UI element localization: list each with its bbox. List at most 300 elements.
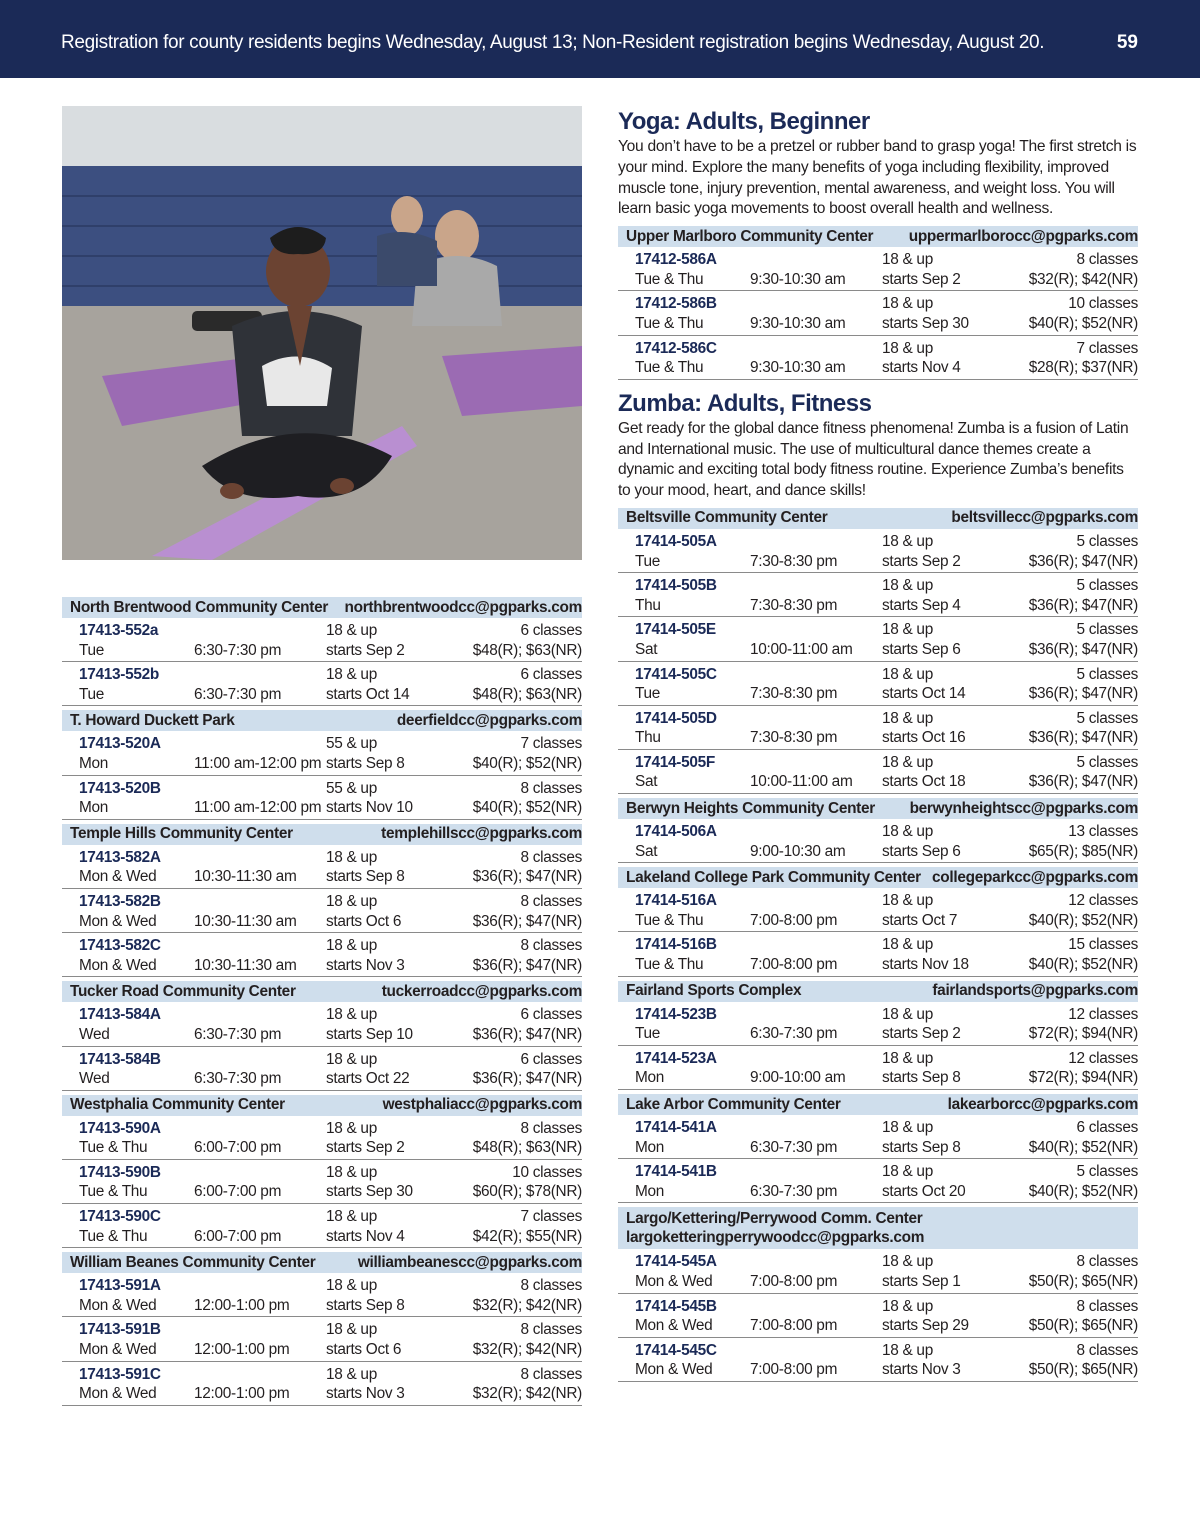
start-date: starts Nov 4: [882, 359, 961, 377]
meeting-time: 7:00-8:00 pm: [750, 956, 838, 974]
class-count: 15 classes: [1068, 936, 1138, 954]
class-row: [618, 336, 1138, 380]
class-count: 6 classes: [520, 622, 582, 639]
age-group: 18 & up: [326, 848, 377, 866]
fee: $65(R); $85(NR): [1028, 842, 1138, 860]
meeting-days: Tue: [635, 552, 661, 570]
meeting-time: 7:30-8:30 pm: [750, 685, 838, 703]
meeting-time: 6:00-7:00 pm: [194, 1227, 282, 1245]
row-time: [194, 1163, 326, 1202]
meeting-time: 7:30-8:30 pm: [750, 729, 838, 747]
center-section: [62, 597, 582, 706]
row-details: [882, 1297, 1138, 1336]
row-code-days: [79, 848, 194, 887]
meeting-time: 10:30-11:30 am: [194, 956, 297, 974]
row-code-days: [79, 1119, 194, 1158]
meeting-time: 9:30-10:30 am: [750, 359, 846, 377]
row-details: [326, 848, 582, 887]
class-row: [618, 706, 1138, 750]
class-row: [618, 247, 1138, 291]
row-code-days: [635, 1252, 750, 1291]
course-code: 17413-552a: [79, 622, 159, 639]
fee: $72(R); $94(NR): [1028, 1069, 1138, 1087]
meeting-days: Mon & Wed: [79, 1341, 157, 1359]
class-row: [62, 1204, 582, 1248]
row-details: [882, 1162, 1138, 1201]
age-group: 18 & up: [882, 339, 933, 357]
class-count: 6 classes: [520, 1006, 582, 1024]
fee: $50(R); $65(NR): [1028, 1361, 1138, 1379]
class-row: [62, 1273, 582, 1317]
zumba-schedule: [618, 508, 1138, 1382]
course-code: 17414-541A: [635, 1119, 717, 1136]
meeting-time: 6:30-7:30 pm: [194, 641, 282, 659]
zumba-title: Zumba: Adults, Fitness: [618, 389, 872, 417]
start-date: starts Oct 14: [326, 685, 410, 703]
class-count: 8 classes: [1076, 1253, 1138, 1271]
fee: $40(R); $52(NR): [472, 799, 582, 817]
row-details: [326, 779, 582, 818]
class-count: 5 classes: [1076, 577, 1138, 595]
meeting-days: Thu: [635, 596, 661, 614]
meeting-days: Tue & Thu: [79, 1139, 148, 1157]
center-section: [618, 981, 1138, 1090]
course-code: 17414-506A: [635, 823, 717, 841]
course-code: 17414-545A: [635, 1253, 717, 1271]
center-section: [618, 508, 1138, 794]
fee: $36(R); $47(NR): [472, 1025, 582, 1043]
center-header: [618, 1094, 1138, 1115]
class-count: 5 classes: [1076, 532, 1138, 550]
row-code-days: [635, 1005, 750, 1044]
class-count: 8 classes: [520, 1119, 582, 1137]
center-email[interactable]: fairlandsports@pgparks.com: [932, 982, 1138, 1000]
age-group: 18 & up: [326, 1208, 377, 1226]
meeting-days: Mon & Wed: [635, 1317, 713, 1335]
center-header: [62, 597, 582, 618]
age-group: 18 & up: [326, 1365, 377, 1383]
age-group: 18 & up: [882, 709, 933, 727]
row-details: [882, 891, 1138, 930]
center-name: Beltsville Community Center: [626, 509, 828, 527]
start-date: starts Sep 8: [882, 1138, 961, 1156]
center-email[interactable]: uppermarlborocc@pgparks.com: [908, 227, 1138, 245]
age-group: 18 & up: [882, 1005, 933, 1023]
course-code: 17413-520B: [79, 779, 161, 797]
start-date: starts Oct 14: [882, 685, 966, 703]
course-code: 17413-520A: [79, 735, 161, 753]
fee: $32(R); $42(NR): [472, 1385, 582, 1403]
class-count: 7 classes: [1076, 339, 1138, 357]
meeting-days: Sat: [635, 773, 658, 791]
age-group: 18 & up: [882, 753, 933, 771]
center-section: [62, 1095, 582, 1249]
row-details: [326, 621, 582, 660]
row-time: [194, 1050, 326, 1089]
fee: $40(R); $52(NR): [1028, 1182, 1138, 1200]
meeting-days: Tue & Thu: [635, 359, 704, 377]
row-time: [750, 1005, 882, 1044]
row-details: [326, 1207, 582, 1246]
course-code: 17412-586B: [635, 295, 717, 313]
row-details: [326, 1276, 582, 1315]
row-details: [326, 1005, 582, 1044]
class-row: [618, 1002, 1138, 1046]
fee: $36(R); $47(NR): [1028, 773, 1138, 791]
meeting-days: Tue: [79, 641, 105, 659]
fee: $40(R); $52(NR): [1028, 1138, 1138, 1156]
row-code-days: [635, 665, 750, 704]
row-time: [750, 250, 882, 289]
age-group: 18 & up: [882, 665, 933, 683]
start-date: starts Oct 18: [882, 773, 966, 791]
meeting-days: Mon & Wed: [79, 1385, 157, 1403]
start-date: starts Oct 7: [882, 911, 958, 929]
row-code-days: [635, 1341, 750, 1380]
meeting-time: 6:30-7:30 pm: [750, 1138, 838, 1156]
center-email[interactable]: largoketteringperrywoodcc@pgparks.com: [626, 1229, 925, 1247]
class-row: [618, 1294, 1138, 1338]
fee: $32(R); $42(NR): [1028, 270, 1138, 288]
fee: $48(R); $63(NR): [472, 685, 582, 703]
row-time: [750, 822, 882, 861]
row-code-days: [79, 621, 194, 660]
center-header: [618, 1207, 1138, 1249]
center-section: [62, 981, 582, 1090]
class-row: [618, 1249, 1138, 1293]
course-code: 17413-582B: [79, 892, 161, 910]
fee: $32(R); $42(NR): [472, 1341, 582, 1359]
row-time: [750, 1049, 882, 1088]
meeting-time: 7:00-8:00 pm: [750, 911, 838, 929]
meeting-days: Mon & Wed: [635, 1361, 713, 1379]
row-code-days: [635, 532, 750, 571]
start-date: starts Sep 2: [882, 270, 961, 288]
center-name: Temple Hills Community Center: [70, 825, 293, 843]
course-code: 17413-591A: [79, 1277, 161, 1295]
course-code: 17414-505D: [635, 709, 717, 727]
row-code-days: [79, 1163, 194, 1202]
row-details: [882, 753, 1138, 792]
meeting-time: 11:00 am-12:00 pm: [194, 754, 322, 772]
center-section: [618, 226, 1138, 380]
class-count: 12 classes: [1068, 1005, 1138, 1023]
start-date: starts Nov 4: [326, 1227, 405, 1245]
class-row: [618, 573, 1138, 617]
class-row: [62, 618, 582, 662]
start-date: starts Sep 8: [326, 1296, 405, 1314]
start-date: starts Sep 2: [882, 1025, 961, 1043]
fee: $36(R); $47(NR): [1028, 552, 1138, 570]
yoga-schedule: [618, 226, 1138, 380]
header-banner: [0, 0, 1200, 78]
course-code: 17413-584B: [79, 1050, 161, 1068]
row-time: [194, 665, 326, 704]
meeting-time: 7:00-8:00 pm: [750, 1317, 838, 1335]
left-column: [62, 594, 582, 1410]
row-time: [194, 1005, 326, 1044]
row-time: [750, 753, 882, 792]
center-header: [618, 867, 1138, 888]
meeting-time: 6:00-7:00 pm: [194, 1139, 282, 1157]
row-time: [750, 1252, 882, 1291]
fee: $36(R); $47(NR): [472, 956, 582, 974]
meeting-days: Mon & Wed: [79, 868, 157, 886]
course-code: 17412-586C: [635, 339, 717, 357]
fee: $36(R); $47(NR): [1028, 685, 1138, 703]
age-group: 18 & up: [326, 622, 377, 639]
meeting-days: Wed: [79, 1070, 110, 1088]
class-count: 8 classes: [520, 937, 582, 955]
row-time: [750, 620, 882, 659]
center-email[interactable]: williambeanescc@pgparks.com: [357, 1253, 582, 1271]
row-time: [750, 576, 882, 615]
row-code-days: [79, 892, 194, 931]
class-row: [62, 1047, 582, 1091]
row-code-days: [635, 250, 750, 289]
row-time: [750, 1118, 882, 1157]
row-time: [194, 1119, 326, 1158]
row-code-days: [79, 734, 194, 773]
center-name: Tucker Road Community Center: [70, 982, 296, 1000]
center-section: [618, 798, 1138, 863]
start-date: starts Oct 22: [326, 1070, 410, 1088]
class-row: [62, 662, 582, 706]
meeting-time: 12:00-1:00 pm: [194, 1385, 290, 1403]
meeting-days: Tue & Thu: [635, 956, 704, 974]
row-code-days: [635, 1162, 750, 1201]
center-header: [62, 710, 582, 731]
row-code-days: [635, 576, 750, 615]
row-code-days: [79, 1320, 194, 1359]
row-code-days: [79, 1276, 194, 1315]
row-details: [326, 1365, 582, 1404]
start-date: starts Sep 8: [326, 754, 405, 772]
meeting-time: 10:30-11:30 am: [194, 868, 297, 886]
row-details: [326, 665, 582, 704]
yoga-adults-beginner: [618, 108, 1138, 380]
age-group: 18 & up: [326, 937, 377, 955]
yoga-class-photo: [62, 106, 582, 560]
yoga-title: Yoga: Adults, Beginner: [618, 108, 870, 135]
course-code: 17412-586A: [635, 251, 717, 269]
row-time: [750, 1297, 882, 1336]
start-date: starts Sep 6: [882, 842, 961, 860]
fee: $36(R); $47(NR): [472, 868, 582, 886]
class-count: 8 classes: [520, 1277, 582, 1295]
center-email[interactable]: beltsvillecc@pgparks.com: [951, 509, 1138, 527]
center-section: [62, 710, 582, 819]
meeting-time: 6:30-7:30 pm: [194, 1070, 282, 1088]
meeting-days: Mon: [79, 754, 109, 772]
class-row: [618, 750, 1138, 794]
start-date: starts Sep 2: [882, 552, 961, 570]
class-count: 8 classes: [520, 1365, 582, 1383]
row-details: [882, 1049, 1138, 1088]
fee: $48(R); $63(NR): [472, 641, 582, 659]
center-name: Fairland Sports Complex: [626, 982, 802, 1000]
fee: $72(R); $94(NR): [1028, 1025, 1138, 1043]
class-row: [62, 933, 582, 977]
zumba-adults-fitness: [618, 390, 1138, 1382]
row-details: [326, 1119, 582, 1158]
start-date: starts Sep 10: [326, 1025, 413, 1043]
course-code: 17413-590B: [79, 1163, 161, 1181]
meeting-days: Wed: [79, 1025, 110, 1043]
class-count: 7 classes: [520, 1208, 582, 1226]
age-group: 55 & up: [326, 779, 377, 797]
age-group: 55 & up: [326, 735, 377, 753]
class-row: [618, 291, 1138, 335]
yoga-photo-illustration: [62, 106, 582, 560]
row-details: [326, 1320, 582, 1359]
row-details: [882, 665, 1138, 704]
course-code: 17414-523A: [635, 1049, 717, 1067]
center-name: Upper Marlboro Community Center: [626, 227, 874, 245]
row-code-days: [79, 1365, 194, 1404]
fee: $36(R); $47(NR): [1028, 640, 1138, 658]
start-date: starts Oct 20: [882, 1182, 966, 1200]
row-code-days: [635, 1118, 750, 1157]
course-code: 17413-552b: [79, 666, 160, 684]
age-group: 18 & up: [882, 1119, 933, 1136]
start-date: starts Oct 6: [326, 912, 402, 930]
center-email[interactable]: templehillscc@pgparks.com: [381, 825, 582, 843]
course-code: 17413-591C: [79, 1365, 161, 1383]
meeting-days: Mon: [79, 799, 109, 817]
center-email[interactable]: berwynheightscc@pgparks.com: [909, 799, 1138, 817]
class-row: [62, 845, 582, 889]
center-email[interactable]: deerfieldcc@pgparks.com: [396, 711, 582, 729]
row-time: [194, 848, 326, 887]
row-code-days: [635, 339, 750, 378]
center-email[interactable]: northbrentwoodcc@pgparks.com: [344, 598, 582, 616]
row-code-days: [79, 936, 194, 975]
meeting-days: Sat: [635, 640, 658, 658]
age-group: 18 & up: [882, 1049, 933, 1067]
center-name: William Beanes Community Center: [70, 1253, 316, 1271]
row-code-days: [79, 1207, 194, 1246]
start-date: starts Sep 1: [882, 1272, 961, 1290]
class-count: 10 classes: [512, 1163, 582, 1181]
meeting-days: Tue & Thu: [635, 911, 704, 929]
fee: $48(R); $63(NR): [472, 1139, 582, 1157]
row-time: [194, 892, 326, 931]
row-code-days: [635, 891, 750, 930]
row-code-days: [635, 822, 750, 861]
row-details: [882, 1118, 1138, 1157]
meeting-time: 6:30-7:30 pm: [750, 1182, 838, 1200]
center-email[interactable]: tuckerroadcc@pgparks.com: [381, 982, 582, 1000]
age-group: 18 & up: [882, 577, 933, 595]
class-count: 10 classes: [1068, 295, 1138, 313]
center-section: [618, 867, 1138, 976]
center-email[interactable]: westphaliacc@pgparks.com: [382, 1096, 582, 1114]
start-date: starts Oct 6: [326, 1341, 402, 1359]
meeting-days: Tue & Thu: [635, 314, 704, 332]
age-group: 18 & up: [326, 892, 377, 910]
row-details: [882, 250, 1138, 289]
center-name: Lake Arbor Community Center: [626, 1095, 841, 1113]
center-name: Westphalia Community Center: [70, 1096, 285, 1114]
meeting-time: 6:00-7:00 pm: [194, 1183, 282, 1201]
center-email[interactable]: collegeparkcc@pgparks.com: [932, 868, 1138, 886]
meeting-time: 9:00-10:30 am: [750, 842, 846, 860]
row-details: [882, 339, 1138, 378]
row-time: [750, 665, 882, 704]
class-row: [62, 1362, 582, 1406]
course-code: 17413-590A: [79, 1119, 161, 1137]
row-code-days: [79, 1050, 194, 1089]
class-row: [618, 617, 1138, 661]
class-row: [618, 1338, 1138, 1382]
fee: $36(R); $47(NR): [1028, 596, 1138, 614]
zumba-description: Get ready for the global dance fitness phenomena! Zumba is a fusion of Latin and International music. The use of multicultural dance themes create a dynamic and exciting total body fitness routine. Experience Zumba’s benefits to your mood, heart, and dance skills!: [618, 419, 1129, 500]
class-row: [62, 889, 582, 933]
class-count: 8 classes: [520, 779, 582, 797]
course-code: 17414-505B: [635, 577, 717, 595]
class-count: 8 classes: [1076, 1297, 1138, 1315]
age-group: 18 & up: [882, 936, 933, 954]
center-header: [618, 508, 1138, 529]
center-section: [618, 1207, 1138, 1382]
fee: $36(R); $47(NR): [472, 1070, 582, 1088]
center-name: North Brentwood Community Center: [70, 598, 329, 616]
fee: $40(R); $52(NR): [472, 754, 582, 772]
meeting-time: 10:30-11:30 am: [194, 912, 297, 930]
center-email[interactable]: lakearborcc@pgparks.com: [947, 1095, 1138, 1113]
meeting-time: 7:00-8:00 pm: [750, 1361, 838, 1379]
class-count: 5 classes: [1076, 1163, 1138, 1181]
start-date: starts Nov 3: [882, 1361, 961, 1379]
class-count: 5 classes: [1076, 753, 1138, 771]
center-header: [618, 798, 1138, 819]
start-date: starts Sep 29: [882, 1317, 969, 1335]
meeting-time: 7:00-8:00 pm: [750, 1272, 838, 1290]
center-name: Berwyn Heights Community Center: [626, 799, 875, 817]
course-code: 17414-505E: [635, 621, 716, 639]
row-time: [750, 532, 882, 571]
row-code-days: [79, 1005, 194, 1044]
yoga-description: You don’t have to be a pretzel or rubber band to grasp yoga! The first stretch is your mind. Explore the many benefits of yoga including flexibility, improved muscle tone, injury prevention, mental awareness, and weight loss. You will learn basic yoga movements to boost overall health and wellness.: [618, 138, 1137, 218]
start-date: starts Sep 8: [882, 1069, 961, 1087]
class-row: [62, 1160, 582, 1204]
meeting-days: Tue & Thu: [635, 270, 704, 288]
row-code-days: [635, 1049, 750, 1088]
age-group: 18 & up: [882, 532, 933, 550]
course-code: 17413-590C: [79, 1208, 161, 1226]
class-count: 8 classes: [1076, 251, 1138, 269]
row-time: [750, 935, 882, 974]
meeting-days: Mon: [635, 1069, 665, 1087]
row-time: [750, 1162, 882, 1201]
row-details: [882, 620, 1138, 659]
meeting-time: 9:00-10:00 am: [750, 1069, 846, 1087]
start-date: starts Sep 2: [326, 641, 405, 659]
row-details: [882, 576, 1138, 615]
start-date: starts Sep 4: [882, 596, 961, 614]
center-header: [618, 226, 1138, 247]
age-group: 18 & up: [882, 1163, 933, 1181]
fee: $40(R); $52(NR): [1028, 956, 1138, 974]
row-time: [194, 621, 326, 660]
meeting-days: Thu: [635, 729, 661, 747]
row-code-days: [635, 1297, 750, 1336]
meeting-days: Mon & Wed: [79, 912, 157, 930]
row-details: [326, 1050, 582, 1089]
age-group: 18 & up: [326, 1006, 377, 1024]
center-section: [618, 1094, 1138, 1203]
